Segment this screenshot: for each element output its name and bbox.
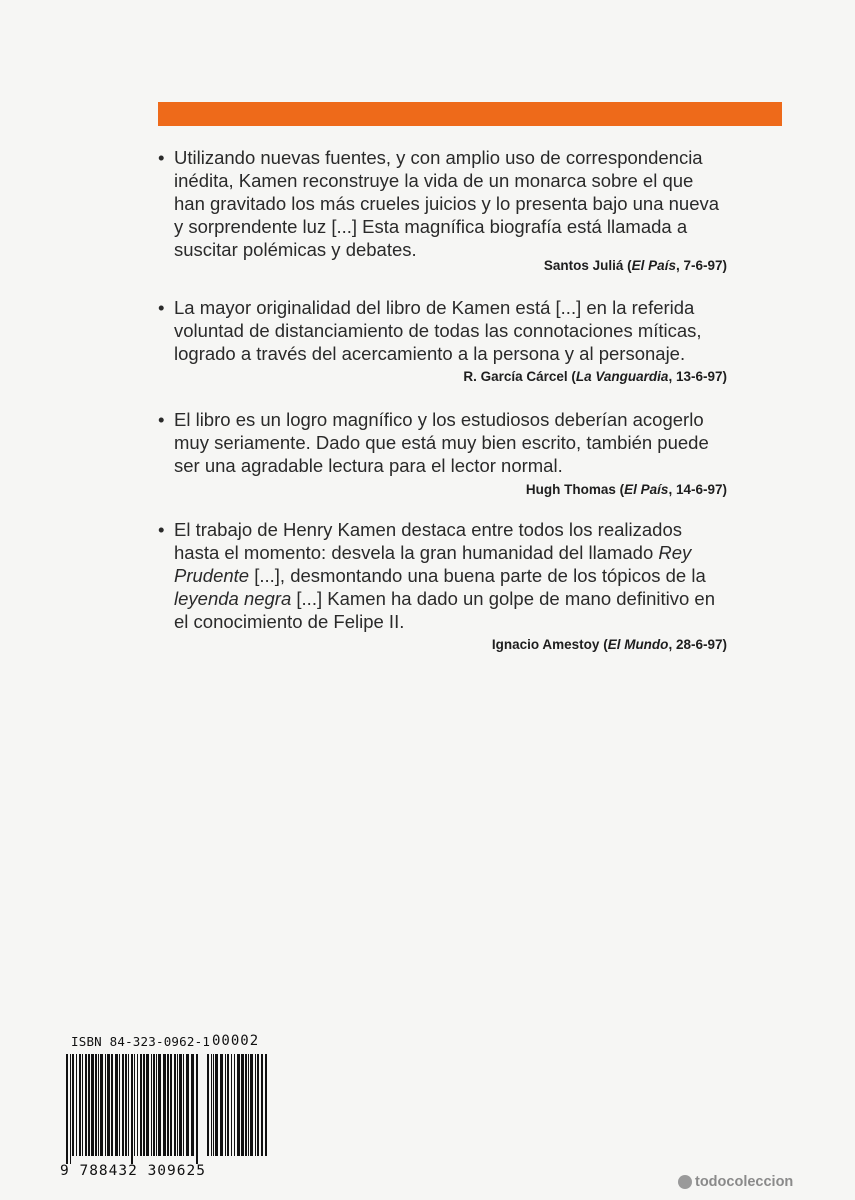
barcode-bar	[98, 1054, 99, 1156]
barcode-bar	[191, 1054, 194, 1156]
review-source: El Mundo	[607, 637, 669, 652]
barcode-bar	[143, 1054, 145, 1156]
barcode-bar	[255, 1054, 256, 1156]
barcode-bar	[156, 1054, 157, 1156]
barcode-bar	[122, 1054, 124, 1156]
review-text-part: El trabajo de Henry Kamen destaca entre todos los realizados hasta el momento: desvela la gran humanidad del llamado	[174, 519, 683, 563]
barcode-bar	[72, 1054, 74, 1156]
barcode-bar	[128, 1054, 129, 1156]
watermark	[678, 1174, 793, 1190]
review-date: 14-6-97	[675, 482, 723, 497]
barcode-bar	[66, 1054, 68, 1164]
review-author: Santos Juliá	[543, 258, 624, 273]
barcode-bar	[125, 1054, 127, 1156]
review-text	[158, 518, 728, 633]
barcode-bar	[111, 1054, 113, 1156]
barcode-bar	[220, 1054, 223, 1156]
barcode-bar	[151, 1054, 152, 1156]
barcode-bar	[119, 1054, 120, 1156]
barcode-bar	[115, 1054, 118, 1156]
barcode-bar	[234, 1054, 235, 1156]
barcode-bar	[170, 1054, 172, 1156]
barcode-bar	[100, 1054, 103, 1156]
barcode-bar	[174, 1054, 176, 1156]
barcode-bar	[131, 1054, 133, 1164]
barcode-bar	[79, 1054, 81, 1156]
review-text-italic: leyenda negra	[174, 588, 292, 609]
review-source: La Vanguardia	[575, 369, 669, 384]
review-date: 28-6-97	[675, 637, 723, 652]
review-text: La mayor originalidad del libro de Kamen está [...] en la referida voluntad de distanciamiento de todas las connotaciones míticas, logrado a través del acercamiento a la persona y al personaje.	[174, 297, 702, 364]
review-attribution-1: Santos Juliá (El País, 7-6-97)	[543, 258, 727, 273]
review-text-part: [...], desmontando una buena parte de los tópicos de la	[249, 565, 706, 586]
barcode-bar	[82, 1054, 83, 1156]
watermark-logo-icon	[678, 1175, 692, 1189]
barcode-bar	[158, 1054, 161, 1156]
review-quote-1	[158, 146, 728, 261]
bullet: •	[158, 519, 165, 540]
barcode-bar	[257, 1054, 259, 1156]
review-author: Ignacio Amestoy	[491, 637, 600, 652]
barcode-bar	[250, 1054, 253, 1156]
barcode-bar	[237, 1054, 240, 1156]
bullet: •	[158, 409, 165, 430]
watermark-text: todocoleccion	[695, 1174, 794, 1190]
orange-accent-bar	[158, 102, 782, 126]
barcode-addon-digits: 00002	[212, 1033, 260, 1049]
barcode-bar	[186, 1054, 189, 1156]
barcode-bar	[153, 1054, 155, 1156]
barcode-bar	[85, 1054, 87, 1156]
review-attribution-4: Ignacio Amestoy (El Mundo, 28-6-97)	[491, 637, 727, 652]
barcode-bar	[177, 1054, 178, 1156]
review-text: Utilizando nuevas fuentes, y con amplio uso de correspondencia inédita, Kamen reconstruye la vida de un monarca sobre el que han gravitado los más crueles juicios y lo presenta bajo una nueva y sorprendente luz [...] Esta magnífica biografía está llamada a suscitar polémicas y debates.	[174, 147, 720, 260]
review-source: El País	[631, 258, 676, 273]
barcode-bar	[183, 1054, 184, 1156]
barcode-bar	[211, 1054, 212, 1156]
addon-barcode	[207, 1054, 267, 1164]
barcode-bar	[179, 1054, 182, 1156]
isbn-label: ISBN 84-323-0962-1	[71, 1034, 211, 1049]
review-attribution-3: Hugh Thomas (El País, 14-6-97)	[525, 482, 727, 497]
review-quote-2	[158, 296, 728, 365]
review-date: 13-6-97	[675, 369, 723, 384]
barcode-bar	[140, 1054, 142, 1156]
barcode-bar	[107, 1054, 110, 1156]
barcode-bar	[91, 1054, 94, 1156]
barcode-bar	[163, 1054, 166, 1156]
bullet: •	[158, 147, 165, 168]
barcode-bar	[88, 1054, 90, 1156]
ean-barcode	[66, 1054, 198, 1164]
barcode-bar	[261, 1054, 263, 1156]
barcode-bar	[215, 1054, 218, 1156]
barcode-bar	[137, 1054, 138, 1156]
barcode-bar	[76, 1054, 77, 1156]
ean-digits: 9 788432 309625	[60, 1163, 206, 1179]
barcode-bar	[134, 1054, 135, 1156]
review-quote-3	[158, 408, 728, 477]
review-text-part: [...] Kamen ha dado un golpe de mano definitivo en el conocimiento de Felipe II.	[174, 588, 716, 632]
barcode-bar	[167, 1054, 169, 1156]
barcode-bar	[248, 1054, 249, 1156]
barcode-bar	[265, 1054, 267, 1156]
barcode-bar	[105, 1054, 106, 1156]
barcode-bar	[225, 1054, 226, 1156]
barcode-bar	[241, 1054, 244, 1156]
barcode-bar	[70, 1054, 71, 1164]
barcode-bar	[207, 1054, 209, 1156]
bullet: •	[158, 297, 165, 318]
review-source: El País	[624, 482, 669, 497]
barcode-bar	[196, 1054, 198, 1164]
barcode-bar	[231, 1054, 232, 1156]
review-text-italic: Rey Prudente	[174, 542, 692, 586]
review-author: R. García Cárcel	[463, 369, 568, 384]
review-author: Hugh Thomas	[525, 482, 616, 497]
barcode-bar	[95, 1054, 97, 1156]
review-quote-4	[158, 518, 728, 633]
review-attribution-2: R. García Cárcel (La Vanguardia, 13-6-97)	[463, 369, 727, 384]
barcode-bar	[213, 1054, 214, 1156]
review-date: 7-6-97	[683, 258, 723, 273]
barcode-bar	[146, 1054, 149, 1156]
review-text: El libro es un logro magnífico y los estudiosos deberían acogerlo muy seriamente. Dado que está muy bien escrito, también puede ser una agradable lectura para el lector normal.	[174, 409, 709, 476]
barcode-bar	[245, 1054, 247, 1156]
barcode-bar	[227, 1054, 229, 1156]
